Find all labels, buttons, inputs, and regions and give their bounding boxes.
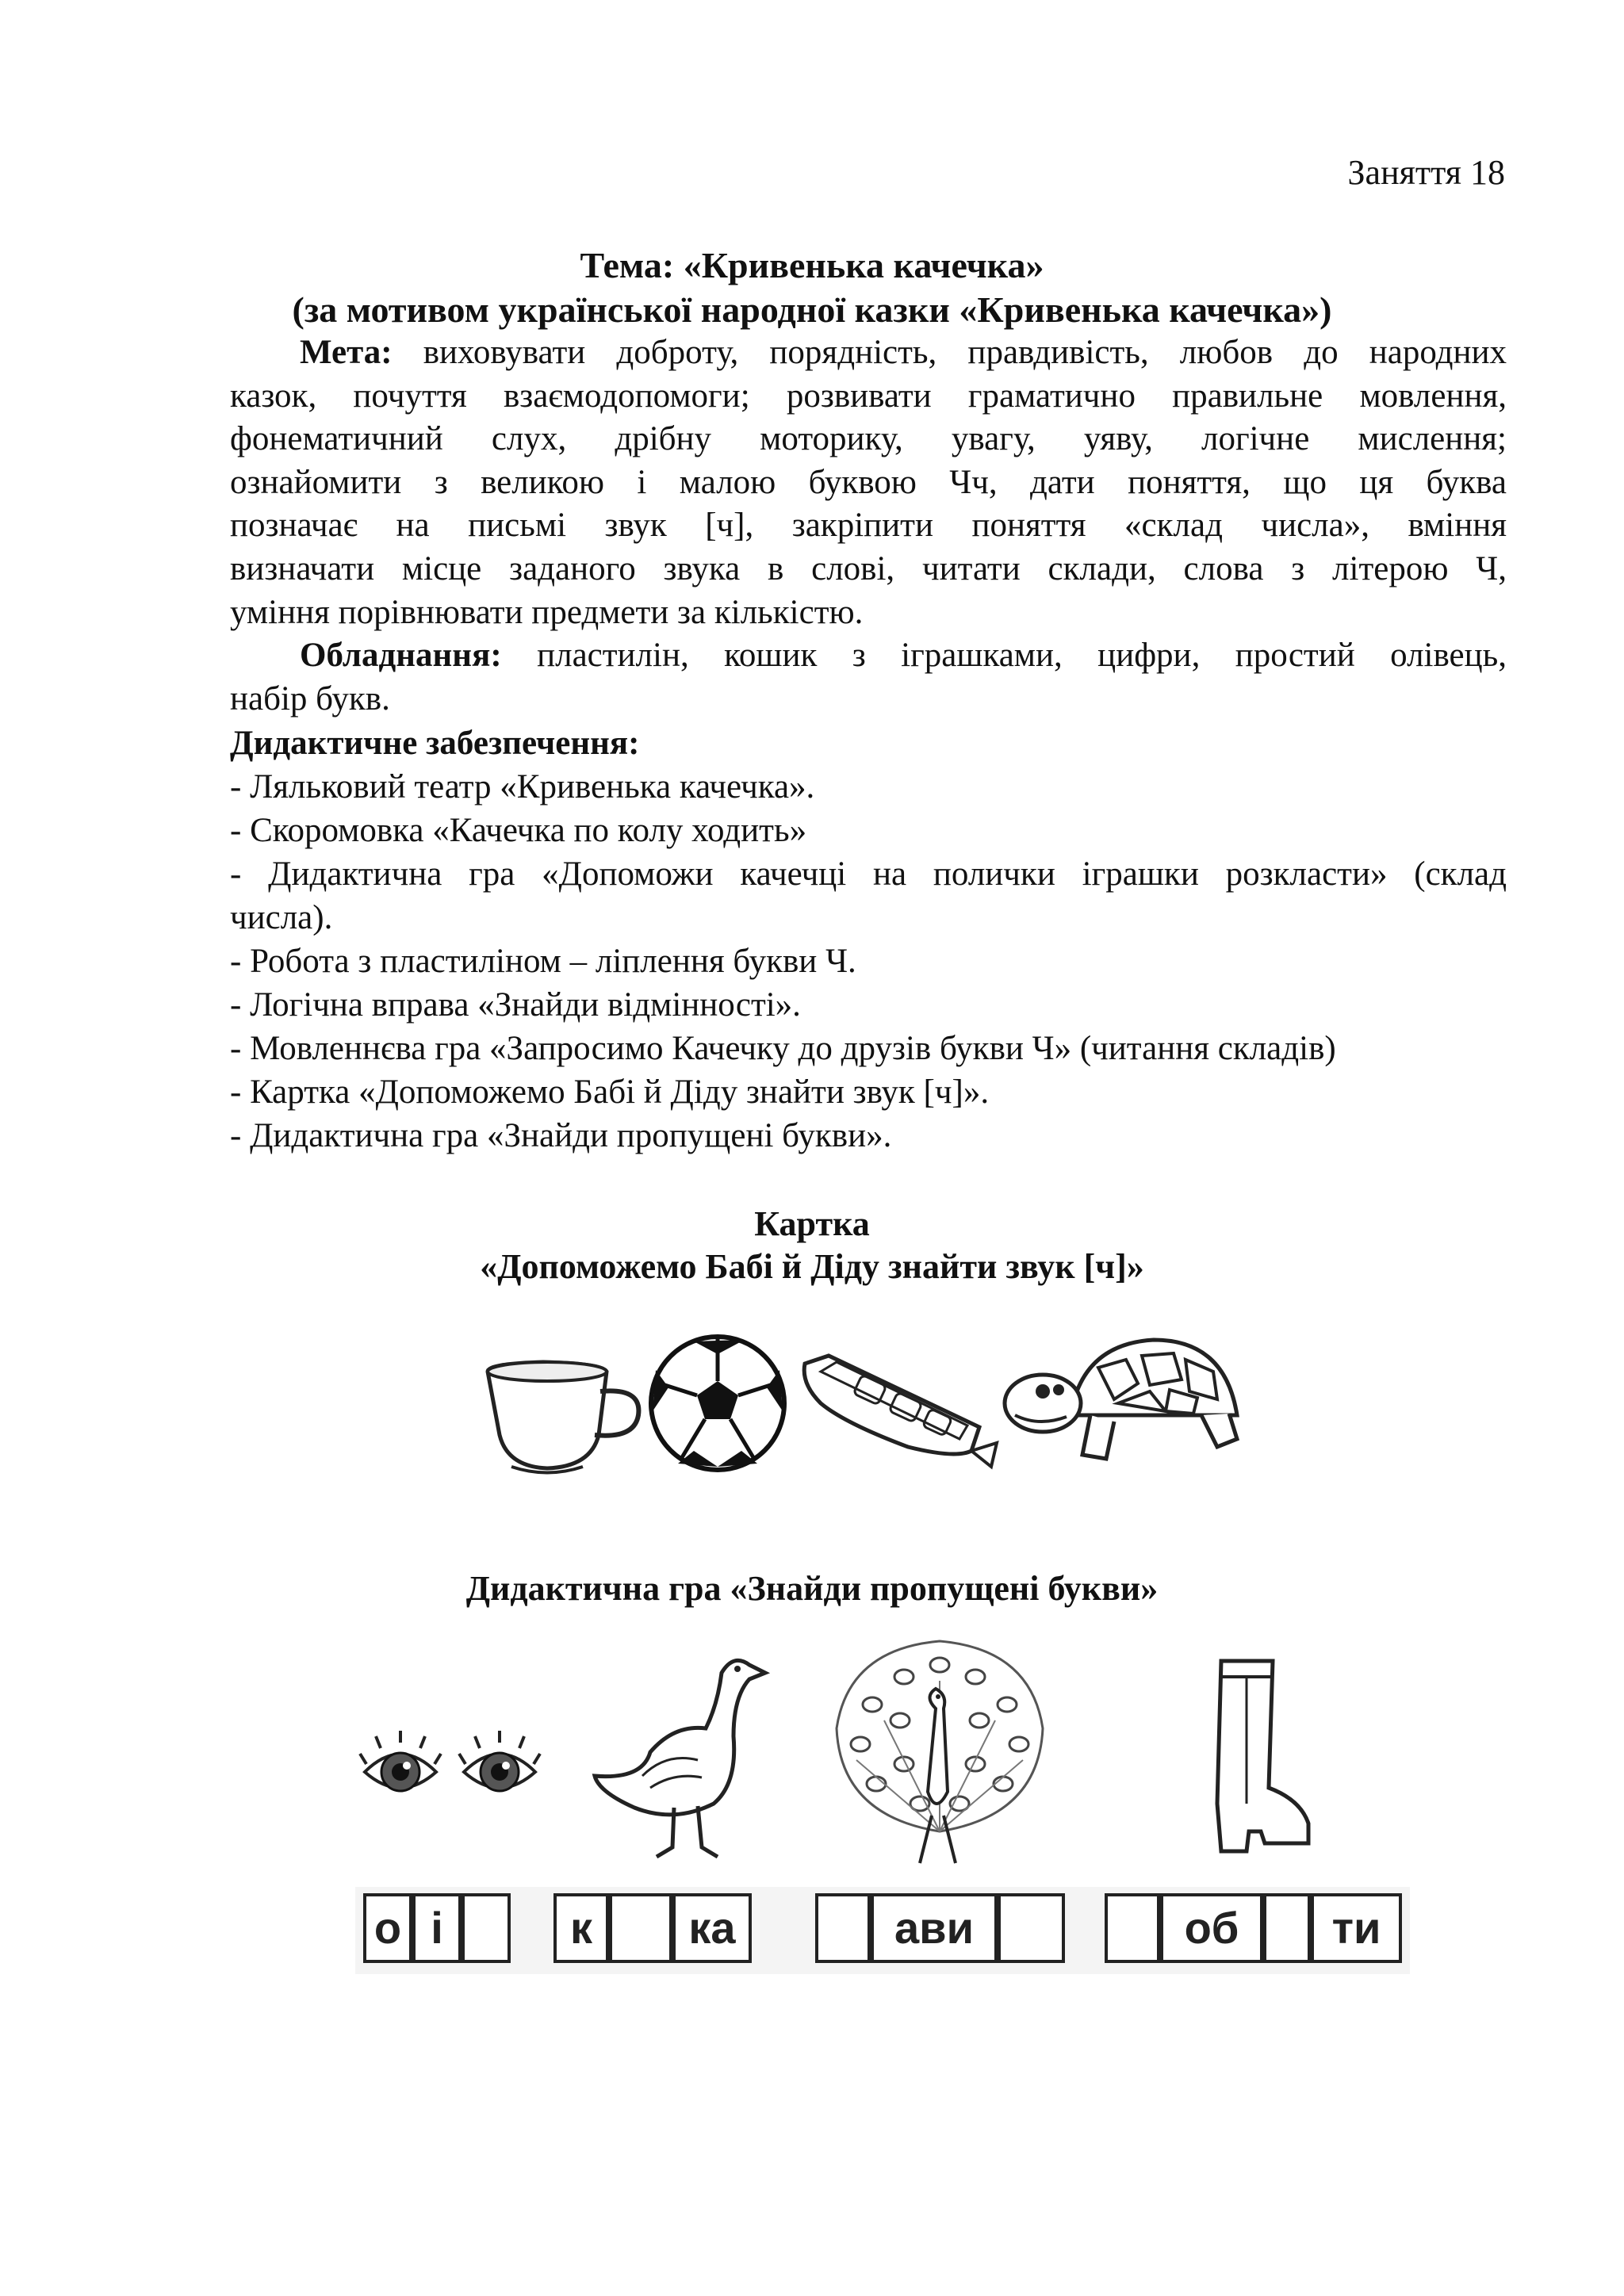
goal-line: Мета: виховувати доброту, порядність, правдивість, любов до народних bbox=[300, 334, 1507, 371]
letter-cell: ти bbox=[1311, 1893, 1402, 1963]
goal-line: визначати місце заданого звука в слові, читати склади, слова з літерою Ч, bbox=[230, 549, 1507, 587]
soccer-ball-icon bbox=[646, 1332, 789, 1475]
teacup-icon bbox=[480, 1348, 654, 1483]
letter-cell bbox=[1105, 1893, 1160, 1963]
equipment-line: набір букв. bbox=[230, 679, 390, 718]
letter-cell bbox=[462, 1893, 511, 1963]
card-subtitle: «Допоможемо Бабі й Діду знайти звук [ч]» bbox=[480, 1247, 1144, 1286]
letter-cell: о bbox=[363, 1893, 412, 1963]
topic-title: Тема: «Кривенька качечка» bbox=[580, 245, 1044, 285]
peacock-icon bbox=[825, 1633, 1055, 1871]
equipment-line: Обладнання: пластилін, кошик з іграшками, цифри, простий олівець, bbox=[300, 637, 1507, 674]
card-title: Картка bbox=[754, 1204, 870, 1243]
letter-cell: ави bbox=[871, 1893, 998, 1963]
list-item: - Робота з пластиліном – ліплення букви Ч. bbox=[230, 943, 856, 980]
list-item: - Скоромовка «Качечка по колу ходить» bbox=[230, 812, 807, 849]
goal-line: фонематичний слух, дрібну моторику, увагу, уяву, логічне мислення; bbox=[230, 420, 1507, 458]
letter-cell: к bbox=[553, 1893, 609, 1963]
topic-subtitle: (за мотивом української народної казки «Кривенька качечка») bbox=[292, 289, 1332, 330]
goal-label: Мета: bbox=[300, 334, 393, 371]
letter-cell bbox=[609, 1893, 672, 1963]
goal-line: ознайомити з великою і малою буквою Чч, дати поняття, що ця буква bbox=[230, 463, 1507, 501]
letter-cell: об bbox=[1160, 1893, 1263, 1963]
didactic-label: Дидактичне забезпечення: bbox=[230, 725, 640, 762]
letter-cell bbox=[1263, 1893, 1311, 1963]
list-item: числа). bbox=[230, 899, 333, 936]
boot-icon bbox=[1189, 1653, 1324, 1867]
list-item: - Картка «Допоможемо Бабі й Діду знайти звук [ч]». bbox=[230, 1073, 990, 1111]
list-item: - Дидактична гра «Знайди пропущені букви». bbox=[230, 1117, 892, 1154]
candy-icon bbox=[789, 1340, 1003, 1475]
list-item: - Мовленнєва гра «Запросимо Качечку до друзів букви Ч» (читання складів) bbox=[230, 1030, 1336, 1067]
letter-cell bbox=[998, 1893, 1065, 1963]
didactic-list bbox=[230, 721, 1507, 1158]
goal-line: позначає на письмі звук [ч], закріпити поняття «склад числа», вміння bbox=[230, 507, 1507, 545]
lesson-number: Заняття 18 bbox=[1347, 153, 1505, 192]
goal-line: казок, почуття взаємодопомоги; розвивати граматично правильне мовлення, bbox=[230, 377, 1507, 415]
goose-icon bbox=[587, 1649, 785, 1863]
equipment-label: Обладнання: bbox=[300, 637, 502, 674]
goal-line: уміння порівнювати предмети за кількістю. bbox=[230, 593, 864, 631]
list-item: - Дидактична гра «Допоможи качечці на полички іграшки розкласти» (склад bbox=[230, 855, 1507, 893]
equipment-paragraph bbox=[230, 634, 1507, 721]
letter-cell bbox=[815, 1893, 871, 1963]
list-item: - Ляльковий театр «Кривенька качечка». bbox=[230, 768, 815, 806]
eyes-icon bbox=[357, 1728, 547, 1816]
game-title: Дидактична гра «Знайди пропущені букви» bbox=[465, 1569, 1159, 1608]
letter-cell: ка bbox=[672, 1893, 752, 1963]
turtle-icon bbox=[995, 1328, 1249, 1479]
letter-cells-strip bbox=[355, 1887, 1410, 1974]
letter-cell: і bbox=[412, 1893, 462, 1963]
list-item: - Логічна вправа «Знайди відмінності». bbox=[230, 986, 801, 1024]
goal-paragraph bbox=[230, 331, 1507, 634]
